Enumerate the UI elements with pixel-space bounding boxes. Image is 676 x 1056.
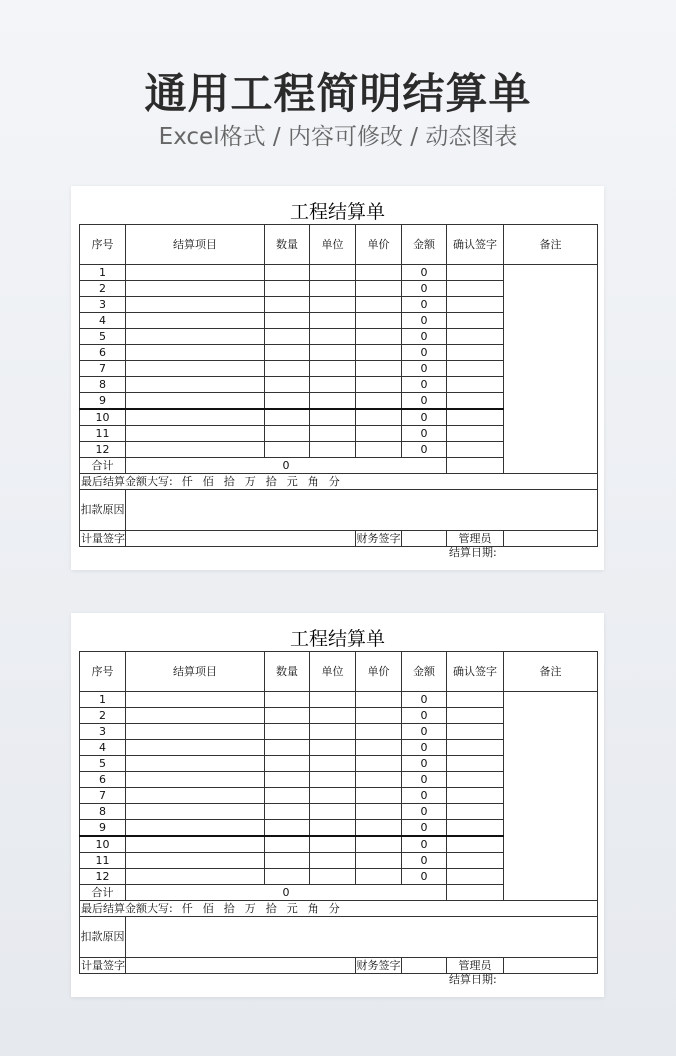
row-cell[interactable] — [447, 740, 504, 756]
deduction-row — [80, 490, 598, 531]
deduction-field[interactable] — [126, 490, 598, 531]
row-cell[interactable] — [265, 853, 310, 869]
row-cell[interactable] — [447, 869, 504, 885]
row-amount[interactable]: 0 — [402, 329, 447, 345]
row-number: 12 — [80, 442, 126, 458]
row-cell[interactable] — [447, 442, 504, 458]
row-amount[interactable]: 0 — [402, 692, 447, 708]
row-cell[interactable] — [447, 836, 504, 853]
row-cell[interactable] — [126, 692, 265, 708]
row-cell[interactable] — [356, 820, 402, 837]
row-cell[interactable] — [310, 442, 356, 458]
row-cell[interactable] — [356, 869, 402, 885]
row-cell[interactable] — [126, 377, 265, 393]
row-number: 9 — [80, 393, 126, 410]
row-cell[interactable] — [126, 409, 265, 426]
row-number: 2 — [80, 281, 126, 297]
row-number: 10 — [80, 836, 126, 853]
row-amount[interactable]: 0 — [402, 361, 447, 377]
deduction-label: 扣款原因 — [80, 917, 126, 958]
header-cell: 序号 — [80, 225, 126, 265]
row-cell[interactable] — [447, 756, 504, 772]
amount-unit: 仟 — [181, 474, 193, 488]
row-cell[interactable] — [265, 772, 310, 788]
settlement-table — [79, 651, 598, 974]
measure-sign-label: 计量签字 — [81, 958, 125, 972]
row-number: 10 — [80, 409, 126, 426]
header-cell: 备注 — [504, 652, 598, 692]
row-amount[interactable]: 0 — [402, 836, 447, 853]
row-cell[interactable] — [126, 756, 265, 772]
row-number: 6 — [80, 772, 126, 788]
row-cell[interactable] — [265, 836, 310, 853]
row-cell[interactable] — [447, 345, 504, 361]
row-number: 8 — [80, 804, 126, 820]
header-cell: 备注 — [504, 225, 598, 265]
row-cell[interactable] — [310, 853, 356, 869]
signature-row — [80, 958, 598, 974]
row-cell[interactable] — [310, 297, 356, 313]
row-cell[interactable] — [126, 853, 265, 869]
row-cell[interactable] — [265, 393, 310, 410]
row-cell[interactable] — [447, 409, 504, 426]
amount-unit: 万 — [244, 901, 256, 915]
header-cell: 金额 — [402, 652, 447, 692]
row-number: 6 — [80, 345, 126, 361]
header-cell: 结算项目 — [126, 652, 265, 692]
row-amount[interactable]: 0 — [402, 297, 447, 313]
finance-sign-field[interactable] — [402, 958, 447, 974]
row-number: 9 — [80, 820, 126, 837]
row-cell[interactable] — [310, 361, 356, 377]
row-cell[interactable] — [356, 265, 402, 281]
row-number: 8 — [80, 377, 126, 393]
row-amount[interactable]: 0 — [402, 345, 447, 361]
row-amount[interactable]: 0 — [402, 740, 447, 756]
row-cell[interactable] — [126, 772, 265, 788]
row-cell[interactable] — [265, 361, 310, 377]
row-cell[interactable] — [356, 772, 402, 788]
row-amount[interactable]: 0 — [402, 265, 447, 281]
total-value: 0 — [126, 458, 447, 474]
finance-sign-label: 财务签字 — [356, 531, 401, 545]
settlement-table — [79, 224, 598, 547]
row-cell[interactable] — [447, 853, 504, 869]
total-sign-cell[interactable] — [447, 885, 504, 901]
row-cell[interactable] — [265, 724, 310, 740]
final-amount-label: 最后结算金额大写: — [81, 474, 173, 488]
manager-label: 管理员 — [447, 958, 504, 974]
row-cell[interactable] — [447, 297, 504, 313]
row-cell[interactable] — [356, 692, 402, 708]
amount-unit: 拾 — [265, 474, 277, 488]
row-cell[interactable] — [447, 788, 504, 804]
row-cell[interactable] — [447, 724, 504, 740]
row-amount[interactable]: 0 — [402, 804, 447, 820]
row-cell[interactable] — [265, 804, 310, 820]
row-cell[interactable] — [265, 377, 310, 393]
row-cell[interactable] — [126, 804, 265, 820]
row-cell[interactable] — [265, 281, 310, 297]
row-cell[interactable] — [265, 329, 310, 345]
row-cell[interactable] — [310, 804, 356, 820]
amount-unit: 佰 — [202, 474, 214, 488]
row-cell[interactable] — [356, 708, 402, 724]
row-cell[interactable] — [310, 708, 356, 724]
row-cell[interactable] — [356, 724, 402, 740]
row-amount[interactable]: 0 — [402, 853, 447, 869]
row-cell[interactable] — [447, 708, 504, 724]
header-cell: 单价 — [356, 652, 402, 692]
row-cell[interactable] — [447, 265, 504, 281]
row-cell[interactable] — [310, 820, 356, 837]
row-cell[interactable] — [310, 756, 356, 772]
deduction-row — [80, 917, 598, 958]
row-cell[interactable] — [265, 426, 310, 442]
row-cell[interactable] — [356, 345, 402, 361]
amount-unit: 分 — [328, 474, 340, 488]
row-cell[interactable] — [447, 281, 504, 297]
row-cell[interactable] — [310, 281, 356, 297]
manager-field[interactable] — [504, 531, 598, 547]
settlement-sheet-2 — [71, 613, 604, 997]
row-amount[interactable]: 0 — [402, 756, 447, 772]
row-cell[interactable] — [310, 409, 356, 426]
row-number: 4 — [80, 313, 126, 329]
row-cell[interactable] — [126, 869, 265, 885]
row-cell[interactable] — [126, 426, 265, 442]
row-cell[interactable] — [447, 377, 504, 393]
row-cell[interactable] — [310, 329, 356, 345]
row-cell[interactable] — [126, 329, 265, 345]
table-row — [80, 692, 598, 708]
sheet-title: 工程结算单 — [289, 628, 385, 650]
row-cell[interactable] — [356, 313, 402, 329]
row-cell[interactable] — [310, 313, 356, 329]
row-amount[interactable]: 0 — [402, 788, 447, 804]
row-cell[interactable] — [310, 788, 356, 804]
row-cell[interactable] — [356, 426, 402, 442]
amount-unit: 拾 — [265, 901, 277, 915]
row-cell[interactable] — [126, 281, 265, 297]
page-subtitle: Excel格式 / 内容可修改 / 动态图表 — [158, 124, 518, 150]
row-cell[interactable] — [310, 724, 356, 740]
row-cell[interactable] — [126, 361, 265, 377]
row-cell[interactable] — [310, 265, 356, 281]
row-number: 4 — [80, 740, 126, 756]
row-cell[interactable] — [265, 692, 310, 708]
row-cell[interactable] — [265, 708, 310, 724]
row-amount[interactable]: 0 — [402, 820, 447, 837]
row-cell[interactable] — [356, 788, 402, 804]
row-cell[interactable] — [126, 297, 265, 313]
row-number: 3 — [80, 297, 126, 313]
row-cell[interactable] — [447, 313, 504, 329]
row-amount[interactable]: 0 — [402, 426, 447, 442]
deduction-label: 扣款原因 — [80, 490, 126, 531]
row-amount[interactable]: 0 — [402, 409, 447, 426]
measure-sign-field[interactable] — [126, 958, 356, 974]
row-cell[interactable] — [356, 281, 402, 297]
amount-unit: 角 — [307, 901, 319, 915]
row-cell[interactable] — [126, 345, 265, 361]
row-cell[interactable] — [447, 804, 504, 820]
row-number: 12 — [80, 869, 126, 885]
row-cell[interactable] — [447, 820, 504, 837]
row-cell[interactable] — [356, 329, 402, 345]
row-cell[interactable] — [265, 297, 310, 313]
amount-unit: 佰 — [202, 901, 214, 915]
remarks-cell[interactable] — [504, 265, 598, 474]
amount-unit: 拾 — [223, 474, 235, 488]
signature-row — [80, 531, 598, 547]
deduction-field[interactable] — [126, 917, 598, 958]
row-number: 7 — [80, 361, 126, 377]
row-cell[interactable] — [356, 297, 402, 313]
header-cell: 金额 — [402, 225, 447, 265]
page-title: 通用工程简明结算单 — [144, 69, 532, 118]
header-cell: 数量 — [265, 225, 310, 265]
final-amount-label: 最后结算金额大写: — [81, 901, 173, 915]
row-cell[interactable] — [265, 409, 310, 426]
row-amount[interactable]: 0 — [402, 869, 447, 885]
row-number: 2 — [80, 708, 126, 724]
row-number: 11 — [80, 426, 126, 442]
finance-sign-field[interactable] — [402, 531, 447, 547]
row-cell[interactable] — [356, 756, 402, 772]
row-amount[interactable]: 0 — [402, 377, 447, 393]
amount-unit: 仟 — [181, 901, 193, 915]
row-cell[interactable] — [126, 724, 265, 740]
row-number: 5 — [80, 329, 126, 345]
amount-unit: 角 — [307, 474, 319, 488]
total-label: 合计 — [80, 458, 126, 474]
row-cell[interactable] — [265, 740, 310, 756]
row-cell[interactable] — [126, 708, 265, 724]
row-cell[interactable] — [310, 345, 356, 361]
row-cell[interactable] — [265, 442, 310, 458]
total-value: 0 — [126, 885, 447, 901]
row-amount[interactable]: 0 — [402, 708, 447, 724]
amount-unit: 分 — [328, 901, 340, 915]
row-cell[interactable] — [356, 804, 402, 820]
row-cell[interactable] — [310, 740, 356, 756]
header-cell: 确认签字 — [447, 652, 504, 692]
amount-unit: 元 — [286, 474, 298, 488]
row-cell[interactable] — [447, 361, 504, 377]
row-cell[interactable] — [447, 772, 504, 788]
row-cell[interactable] — [310, 869, 356, 885]
header-cell: 序号 — [80, 652, 126, 692]
table-row — [80, 265, 598, 281]
settlement-date-label: 结算日期: — [449, 973, 497, 986]
total-label: 合计 — [80, 885, 126, 901]
amount-unit: 元 — [286, 901, 298, 915]
manager-field[interactable] — [504, 958, 598, 974]
row-cell[interactable] — [310, 836, 356, 853]
row-cell[interactable] — [265, 265, 310, 281]
row-number: 11 — [80, 853, 126, 869]
settlement-date-label: 结算日期: — [449, 546, 497, 559]
row-cell[interactable] — [126, 788, 265, 804]
amount-unit: 拾 — [223, 901, 235, 915]
finance-sign-label: 财务签字 — [356, 958, 401, 972]
row-amount[interactable]: 0 — [402, 393, 447, 410]
row-cell[interactable] — [447, 692, 504, 708]
row-cell[interactable] — [310, 692, 356, 708]
row-number: 3 — [80, 724, 126, 740]
row-cell[interactable] — [265, 869, 310, 885]
row-cell[interactable] — [265, 313, 310, 329]
total-sign-cell[interactable] — [447, 458, 504, 474]
row-cell[interactable] — [356, 377, 402, 393]
row-cell[interactable] — [265, 820, 310, 837]
row-cell[interactable] — [126, 442, 265, 458]
row-amount[interactable]: 0 — [402, 724, 447, 740]
sheet-title: 工程结算单 — [289, 201, 385, 223]
row-cell[interactable] — [265, 756, 310, 772]
row-cell[interactable] — [356, 393, 402, 410]
row-amount[interactable]: 0 — [402, 772, 447, 788]
row-number: 7 — [80, 788, 126, 804]
row-cell[interactable] — [265, 788, 310, 804]
row-number: 1 — [80, 692, 126, 708]
header-cell: 数量 — [265, 652, 310, 692]
manager-label: 管理员 — [447, 531, 504, 547]
row-number: 5 — [80, 756, 126, 772]
row-cell[interactable] — [447, 329, 504, 345]
row-number: 1 — [80, 265, 126, 281]
row-cell[interactable] — [310, 377, 356, 393]
header-cell: 单位 — [310, 225, 356, 265]
row-cell[interactable] — [126, 820, 265, 837]
row-cell[interactable] — [310, 426, 356, 442]
row-cell[interactable] — [447, 393, 504, 410]
row-cell[interactable] — [126, 265, 265, 281]
measure-sign-label: 计量签字 — [81, 531, 125, 545]
row-amount[interactable]: 0 — [402, 313, 447, 329]
header-cell: 结算项目 — [126, 225, 265, 265]
amount-unit: 万 — [244, 474, 256, 488]
row-cell[interactable] — [310, 393, 356, 410]
header-cell: 单位 — [310, 652, 356, 692]
row-cell[interactable] — [126, 836, 265, 853]
amount-units — [177, 902, 345, 915]
row-cell[interactable] — [356, 853, 402, 869]
row-cell[interactable] — [356, 740, 402, 756]
row-cell[interactable] — [447, 426, 504, 442]
final-amount-row — [80, 474, 598, 490]
row-cell[interactable] — [356, 409, 402, 426]
row-cell[interactable] — [126, 313, 265, 329]
row-amount[interactable]: 0 — [402, 281, 447, 297]
row-cell[interactable] — [356, 361, 402, 377]
row-cell[interactable] — [356, 442, 402, 458]
measure-sign-field[interactable] — [126, 531, 356, 547]
row-cell[interactable] — [126, 393, 265, 410]
header-cell: 确认签字 — [447, 225, 504, 265]
remarks-cell[interactable] — [504, 692, 598, 901]
row-amount[interactable]: 0 — [402, 442, 447, 458]
header-cell: 单价 — [356, 225, 402, 265]
row-cell[interactable] — [356, 836, 402, 853]
settlement-sheet-1 — [71, 186, 604, 570]
amount-units — [177, 475, 345, 488]
final-amount-row — [80, 901, 598, 917]
row-cell[interactable] — [265, 345, 310, 361]
row-cell[interactable] — [126, 740, 265, 756]
row-cell[interactable] — [310, 772, 356, 788]
